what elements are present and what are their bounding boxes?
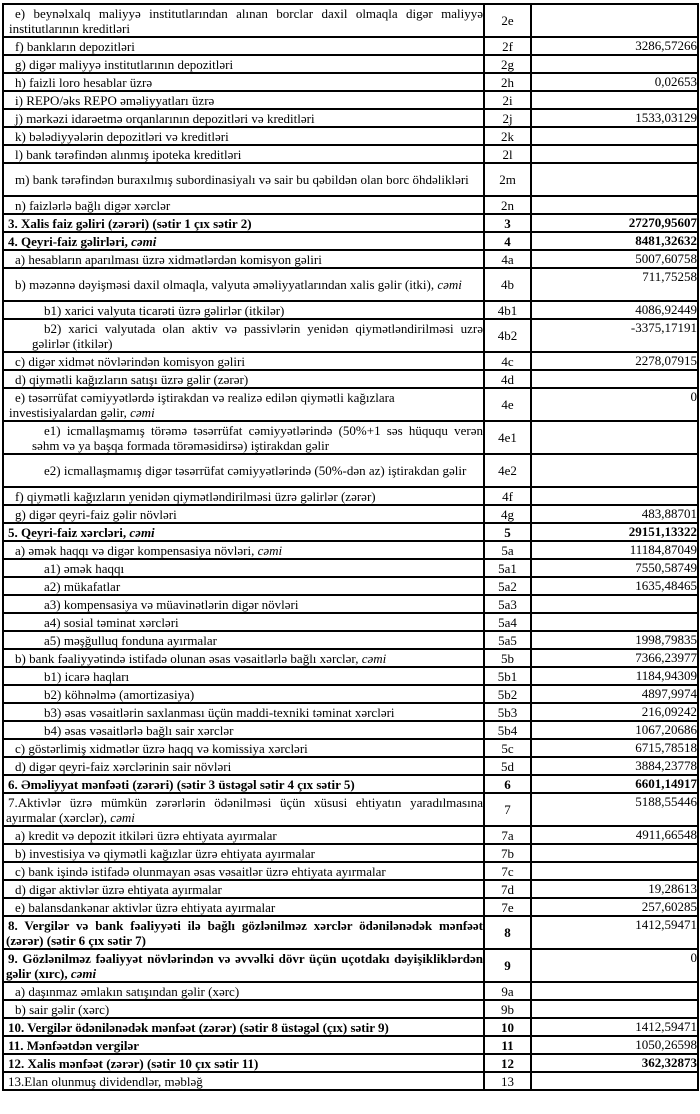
row-value <box>531 982 698 1000</box>
row-code: 7e <box>484 898 531 916</box>
table-row <box>3 685 698 703</box>
row-label: a4) sosial təminat xərcləri <box>3 613 484 631</box>
table-row <box>3 127 698 145</box>
row-code: 11 <box>484 1036 531 1054</box>
row-code: 5c <box>484 739 531 757</box>
row-value <box>531 4 698 37</box>
row-value: 216,09242 <box>531 703 698 721</box>
row-value <box>531 1072 698 1090</box>
row-code: 13 <box>484 1072 531 1090</box>
row-label: 3. Xalis faiz gəliri (zərəri) (sətir 1 çıx sətir 2) <box>3 214 484 232</box>
row-label: b) məzənnə dəyişməsi daxil olmaqla, valyuta əməliyyatlarından xalis gəlir (itki), cəmi <box>3 268 484 301</box>
row-value: 4086,92449 <box>531 301 698 319</box>
table-row <box>3 388 698 421</box>
row-value: 711,75258 <box>531 268 698 301</box>
table-row <box>3 109 698 127</box>
table-row <box>3 703 698 721</box>
row-value: 1067,20686 <box>531 721 698 739</box>
row-label: f) bankların depozitləri <box>3 37 484 55</box>
row-code: 2i <box>484 91 531 109</box>
row-code: 2k <box>484 127 531 145</box>
row-code: 2h <box>484 73 531 91</box>
row-code: 5b4 <box>484 721 531 739</box>
row-label-italic-suffix: cəmi <box>129 524 155 540</box>
row-code: 10 <box>484 1018 531 1036</box>
table-row <box>3 4 698 37</box>
row-code: 4f <box>484 487 531 505</box>
row-value: -3375,17191 <box>531 319 698 352</box>
row-value <box>531 163 698 196</box>
table-row <box>3 454 698 487</box>
row-value: 8481,32632 <box>531 232 698 250</box>
row-label: b2) xarici valyutada olan aktiv və passivlərin yenidən qiymətləndirilməsi uzrə gəlirlər (itkilər) <box>3 319 484 352</box>
row-label: b) investisiya və qiymətli kağızlar üzrə ehtiyata ayırmalar <box>3 844 484 862</box>
row-code: 2f <box>484 37 531 55</box>
table-row <box>3 793 698 826</box>
table-row <box>3 1036 698 1054</box>
row-label: b1) xarici valyuta ticarəti üzrə gəlirlər (itkilər) <box>3 301 484 319</box>
row-label: 10. Vergilər ödənilənədək mənfəət (zərər) (sətir 8 üstəgəl (çıx) sətir 9) <box>3 1018 484 1036</box>
row-value <box>531 55 698 73</box>
row-value <box>531 844 698 862</box>
table-row <box>3 319 698 352</box>
row-code: 2e <box>484 4 531 37</box>
row-label: 8. Vergilər və bank fəaliyyəti ilə bağlı gözlənilməz xərclər ödənilənədək mənfəət (zərər) (sətir 6 çıx sətir 7) <box>3 916 484 949</box>
row-label: b1) icarə haqları <box>3 667 484 685</box>
row-code: 2g <box>484 55 531 73</box>
table-row <box>3 487 698 505</box>
row-code: 4e1 <box>484 421 531 454</box>
row-code: 7a <box>484 826 531 844</box>
row-label: a) kredit və depozit itkiləri üzrə ehtiyata ayırmalar <box>3 826 484 844</box>
row-value: 1050,26598 <box>531 1036 698 1054</box>
table-row <box>3 577 698 595</box>
row-value: 1184,94309 <box>531 667 698 685</box>
row-label: d) digər aktivlər üzrə ehtiyata ayırmalar <box>3 880 484 898</box>
row-code: 5a3 <box>484 595 531 613</box>
table-row <box>3 91 698 109</box>
row-code: 2l <box>484 145 531 163</box>
row-label: a2) mükafatlar <box>3 577 484 595</box>
row-label: e) balansdankənar aktivlər üzrə ehtiyata ayırmalar <box>3 898 484 916</box>
row-label: b) sair gəlir (xərc) <box>3 1000 484 1018</box>
table-row <box>3 667 698 685</box>
row-label: d) digər qeyri-faiz xərclərinin sair növləri <box>3 757 484 775</box>
row-code: 6 <box>484 775 531 793</box>
row-label: a) hesabların aparılması üzrə xidmətlərdən komisyon gəliri <box>3 250 484 268</box>
row-value: 29151,13322 <box>531 523 698 541</box>
row-code: 9b <box>484 1000 531 1018</box>
row-value <box>531 370 698 388</box>
row-label: 9. Gözlənilməz fəaliyyət növlərindən və əvvəlki dövr üçün uçotdakı dəyişikliklərdən gəlir (xırc), cəmi <box>3 949 484 982</box>
row-label: e2) icmallaşmamış digər təsərrüfat cəmiyyətlərində (50%-dən az) iştirakdan gəlir <box>3 454 484 487</box>
table-row <box>3 916 698 949</box>
row-label: n) faizlərlə bağlı digər xərclər <box>3 196 484 214</box>
row-label: a) daşınmaz əmlakın satışından gəlir (xərc) <box>3 982 484 1000</box>
income-statement-table <box>2 3 699 1091</box>
row-label: b) bank fəaliyyətində istifadə olunan əsas vəsaitlərlə bağlı xərclər, cəmi <box>3 649 484 667</box>
row-code: 7 <box>484 793 531 826</box>
row-value: 483,88701 <box>531 505 698 523</box>
row-label: 7.Aktivlər üzrə mümkün zərərlərin ödənilməsi üçün xüsusi ehtiyatın yaradılmasına ayırmalar (xərclər), cəmi <box>3 793 484 826</box>
row-value <box>531 487 698 505</box>
row-code: 5b2 <box>484 685 531 703</box>
table-row <box>3 1072 698 1090</box>
row-value: 1412,59471 <box>531 1018 698 1036</box>
table-row <box>3 541 698 559</box>
table-row <box>3 37 698 55</box>
row-code: 5a1 <box>484 559 531 577</box>
row-code: 4e2 <box>484 454 531 487</box>
row-value: 257,60285 <box>531 898 698 916</box>
row-label: j) mərkəzi idarəetmə orqanlarının depozitləri və kreditləri <box>3 109 484 127</box>
table-row <box>3 880 698 898</box>
row-label: c) göstərlimiş xidmətlər üzrə haqq və komissiya xərcləri <box>3 739 484 757</box>
row-code: 4c <box>484 352 531 370</box>
row-label: l) bank tərəfindən alınmış ipoteka kreditləri <box>3 145 484 163</box>
row-code: 4b1 <box>484 301 531 319</box>
row-label-italic-suffix: cəmi <box>70 965 97 981</box>
row-value <box>531 421 698 454</box>
table-row <box>3 352 698 370</box>
row-label: i) REPO/əks REPO əməliyyatları üzrə <box>3 91 484 109</box>
row-value: 5007,60758 <box>531 250 698 268</box>
row-label: 5. Qeyri-faiz xərcləri, cəmi <box>3 523 484 541</box>
table-row <box>3 250 698 268</box>
row-value: 0 <box>531 388 698 421</box>
row-code: 3 <box>484 214 531 232</box>
table-row <box>3 301 698 319</box>
table-row <box>3 844 698 862</box>
table-row <box>3 232 698 250</box>
row-value: 1533,03129 <box>531 109 698 127</box>
row-code: 5d <box>484 757 531 775</box>
row-value: 7366,23977 <box>531 649 698 667</box>
row-value: 3286,57266 <box>531 37 698 55</box>
row-value <box>531 91 698 109</box>
row-value <box>531 196 698 214</box>
row-value <box>531 595 698 613</box>
row-value <box>531 145 698 163</box>
row-code: 9 <box>484 949 531 982</box>
row-label: a1) əmək haqqı <box>3 559 484 577</box>
table-row <box>3 523 698 541</box>
row-label-italic-suffix: cəmi <box>361 650 387 666</box>
row-code: 4g <box>484 505 531 523</box>
row-code: 4d <box>484 370 531 388</box>
row-label: b4) əsas vəsaitlərlə bağlı sair xərclər <box>3 721 484 739</box>
row-value: 1998,79835 <box>531 631 698 649</box>
row-value: 3884,23778 <box>531 757 698 775</box>
table-row <box>3 505 698 523</box>
table-row <box>3 595 698 613</box>
row-label: 12. Xalis mənfəət (zərər) (sətir 10 çıx sətir 11) <box>3 1054 484 1072</box>
row-code: 5b <box>484 649 531 667</box>
row-value: 27270,95607 <box>531 214 698 232</box>
row-value <box>531 862 698 880</box>
row-code: 12 <box>484 1054 531 1072</box>
row-label: b3) əsas vəsaitlərin saxlanması üçün maddi-texniki təminat xərcləri <box>3 703 484 721</box>
row-label: a5) məşğulluq fonduna ayırmalar <box>3 631 484 649</box>
row-label: a3) kompensasiya və müavinətlərin digər növləri <box>3 595 484 613</box>
row-value: 0,02653 <box>531 73 698 91</box>
row-code: 9a <box>484 982 531 1000</box>
table-row <box>3 739 698 757</box>
row-label: a) əmək haqqı və digər kompensasiya növləri, cəmi <box>3 541 484 559</box>
table-row <box>3 370 698 388</box>
row-value: 362,32873 <box>531 1054 698 1072</box>
row-code: 2n <box>484 196 531 214</box>
row-value: 4911,66548 <box>531 826 698 844</box>
row-value: 0 <box>531 949 698 982</box>
row-code: 5a2 <box>484 577 531 595</box>
row-code: 7b <box>484 844 531 862</box>
row-value: 11184,87049 <box>531 541 698 559</box>
row-code: 7d <box>484 880 531 898</box>
row-value: 5188,55446 <box>531 793 698 826</box>
row-value <box>531 613 698 631</box>
table-row <box>3 631 698 649</box>
row-label: e) beynəlxalq maliyyə institutlarından alınan borclar daxil olmaqla digər maliyyə institutlarının kreditləri <box>3 4 484 37</box>
table-row <box>3 196 698 214</box>
table-row <box>3 613 698 631</box>
row-label: d) qiymətli kağızların satışı üzrə gəlir (zərər) <box>3 370 484 388</box>
row-code: 8 <box>484 916 531 949</box>
table-body <box>3 4 698 1090</box>
row-label: k) bələdiyyələrin depozitləri və kreditləri <box>3 127 484 145</box>
row-label: 13.Elan olunmuş dividendlər, məbləğ <box>3 1072 484 1090</box>
row-label: m) bank tərəfindən buraxılmış subordinasiyalı və sair bu qəbildən olan borc öhdəlikləri <box>3 163 484 196</box>
row-code: 5b1 <box>484 667 531 685</box>
table-row <box>3 559 698 577</box>
table-row <box>3 757 698 775</box>
row-label: 11. Mənfəətdən vergilər <box>3 1036 484 1054</box>
row-label: c) bank işində istifadə olunmayan əsas vəsaitlər üzrə ehtiyata ayırmalar <box>3 862 484 880</box>
table-row <box>3 214 698 232</box>
table-row <box>3 775 698 793</box>
row-code: 4a <box>484 250 531 268</box>
row-value <box>531 454 698 487</box>
row-code: 4b <box>484 268 531 301</box>
row-label: g) digər qeyri-faiz gəlir növləri <box>3 505 484 523</box>
row-code: 4 <box>484 232 531 250</box>
row-label-italic-suffix: cəmi <box>257 542 283 558</box>
table-row <box>3 1000 698 1018</box>
row-code: 5a5 <box>484 631 531 649</box>
table-row <box>3 649 698 667</box>
table-row <box>3 982 698 1000</box>
row-value: 4897,9974 <box>531 685 698 703</box>
table-row <box>3 826 698 844</box>
row-value <box>531 1000 698 1018</box>
row-code: 7c <box>484 862 531 880</box>
row-code: 2m <box>484 163 531 196</box>
row-value <box>531 127 698 145</box>
row-label-italic-suffix: cəmi <box>437 277 462 292</box>
row-value: 2278,07915 <box>531 352 698 370</box>
row-label: c) digər xidmət növlərindən komisyon gəliri <box>3 352 484 370</box>
table-row <box>3 73 698 91</box>
row-code: 4e <box>484 388 531 421</box>
table-row <box>3 949 698 982</box>
row-label: g) digər maliyyə institutlarının depozitləri <box>3 55 484 73</box>
row-label-italic-suffix: cəmi <box>131 233 157 249</box>
table-row <box>3 1018 698 1036</box>
row-value: 7550,58749 <box>531 559 698 577</box>
row-label: b2) köhnəlmə (amortizasiya) <box>3 685 484 703</box>
table-row <box>3 55 698 73</box>
row-code: 5a <box>484 541 531 559</box>
row-code: 5b3 <box>484 703 531 721</box>
table-row <box>3 163 698 196</box>
row-label: h) faizli loro hesablar üzrə <box>3 73 484 91</box>
row-label: e1) icmallaşmamış törəmə təsərrüfat cəmiyyətlərində (50%+1 səs hüququ verən səhm və ya başqa formada törəməsidirsə) iştirakdan gəlir <box>3 421 484 454</box>
table-row <box>3 1054 698 1072</box>
row-code: 2j <box>484 109 531 127</box>
table-row <box>3 721 698 739</box>
table-row <box>3 268 698 301</box>
row-value: 6715,78518 <box>531 739 698 757</box>
row-code: 5a4 <box>484 613 531 631</box>
row-label: 4. Qeyri-faiz gəlirləri, cəmi <box>3 232 484 250</box>
table-row <box>3 862 698 880</box>
table-row <box>3 898 698 916</box>
row-label-italic-suffix: cəmi <box>110 809 135 825</box>
row-label: e) təsərrüfat cəmiyyətlərdə iştirakdan və realizə edilən qiymətli kağızlara investisiyalardan gəlir, cəmi <box>3 388 484 421</box>
table-row <box>3 145 698 163</box>
table-row <box>3 421 698 454</box>
row-code: 5 <box>484 523 531 541</box>
row-label: f) qiymətli kağızların yenidən qiymətləndirilməsi üzrə gəlirlər (zərər) <box>3 487 484 505</box>
row-value: 1635,48465 <box>531 577 698 595</box>
row-value: 19,28613 <box>531 880 698 898</box>
row-label-italic-suffix: cəmi <box>130 404 155 420</box>
row-label: 6. Əməliyyat mənfəəti (zərəri) (sətir 3 üstəgəl sətir 4 çıx sətir 5) <box>3 775 484 793</box>
row-value: 1412,59471 <box>531 916 698 949</box>
row-code: 4b2 <box>484 319 531 352</box>
row-value: 6601,14917 <box>531 775 698 793</box>
